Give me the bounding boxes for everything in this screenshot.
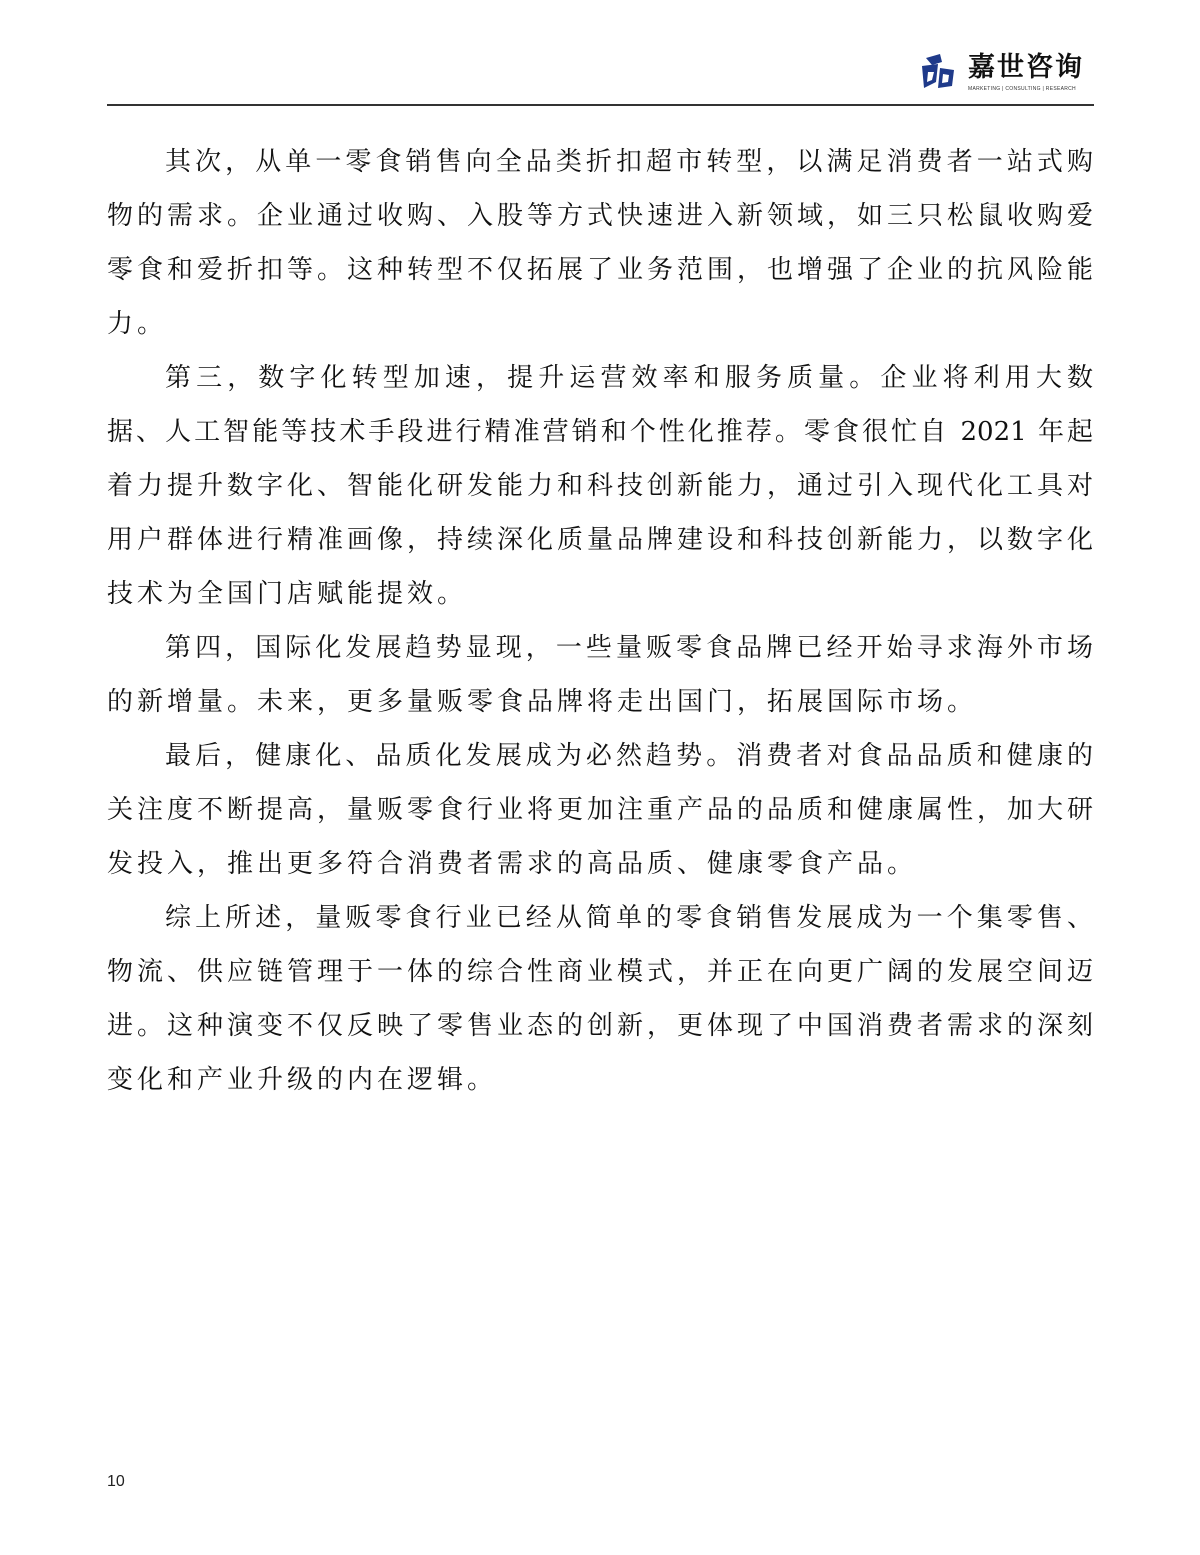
- paragraph-line: 其次，从单一零食销售向全品类折扣超市转型，以满足消费者一站式购: [165, 147, 1093, 177]
- paragraph-line: 关注度不断提高，量贩零食行业将更加注重产品的品质和健康属性，加大研: [107, 795, 1093, 825]
- paragraph-line: 变化和产业升级的内在逻辑。: [107, 1065, 498, 1095]
- paragraph-line: 力。: [107, 309, 168, 339]
- header-divider: [107, 104, 1094, 106]
- paragraph-line: 物的需求。企业通过收购、入股等方式快速进入新领域，如三只松鼠收购爱: [107, 201, 1093, 231]
- paragraph-line: 用户群体进行精准画像，持续深化质量品牌建设和科技创新能力，以数字化: [107, 525, 1093, 555]
- paragraph: [107, 356, 1093, 626]
- paragraph: [107, 140, 1093, 356]
- paragraph: [107, 626, 1093, 734]
- paragraph-line: 第四，国际化发展趋势显现，一些量贩零食品牌已经开始寻求海外市场: [165, 633, 1093, 663]
- paragraph-line: 发投入，推出更多符合消费者需求的高品质、健康零食产品。: [107, 849, 918, 879]
- page-number: 10: [107, 1473, 125, 1490]
- paragraph-line: 着力提升数字化、智能化研发能力和科技创新能力，通过引入现代化工具对: [107, 471, 1093, 501]
- document-body: [107, 140, 1093, 1112]
- logo-mark-icon: [918, 52, 958, 92]
- paragraph: [107, 734, 1093, 896]
- company-logo: [918, 52, 1084, 92]
- paragraph-line: 综上所述，量贩零食行业已经从简单的零食销售发展成为一个集零售、: [165, 903, 1093, 933]
- paragraph-line: 零食和爱折扣等。这种转型不仅拓展了业务范围，也增强了企业的抗风险能: [107, 255, 1093, 285]
- logo-tagline: MARKETING | CONSULTING | RESEARCH: [968, 85, 1076, 92]
- paragraph-line: 技术为全国门店赋能提效。: [107, 579, 468, 609]
- logo-name: 嘉世咨询: [968, 51, 1084, 83]
- paragraph-line: 第三，数字化转型加速，提升运营效率和服务质量。企业将利用大数: [165, 363, 1093, 393]
- paragraph-line: 进。这种演变不仅反映了零售业态的创新，更体现了中国消费者需求的深刻: [107, 1011, 1093, 1041]
- paragraph-line: 物流、供应链管理于一体的综合性商业模式，并正在向更广阔的发展空间迈: [107, 957, 1093, 987]
- paragraph: [107, 896, 1093, 1112]
- paragraph-line: 的新增量。未来，更多量贩零食品牌将走出国门，拓展国际市场。: [107, 687, 978, 717]
- paragraph-line: 最后，健康化、品质化发展成为必然趋势。消费者对食品品质和健康的: [165, 741, 1093, 771]
- paragraph-line: 据、人工智能等技术手段进行精准营销和个性化推荐。零食很忙自 2021 年起: [107, 417, 1093, 447]
